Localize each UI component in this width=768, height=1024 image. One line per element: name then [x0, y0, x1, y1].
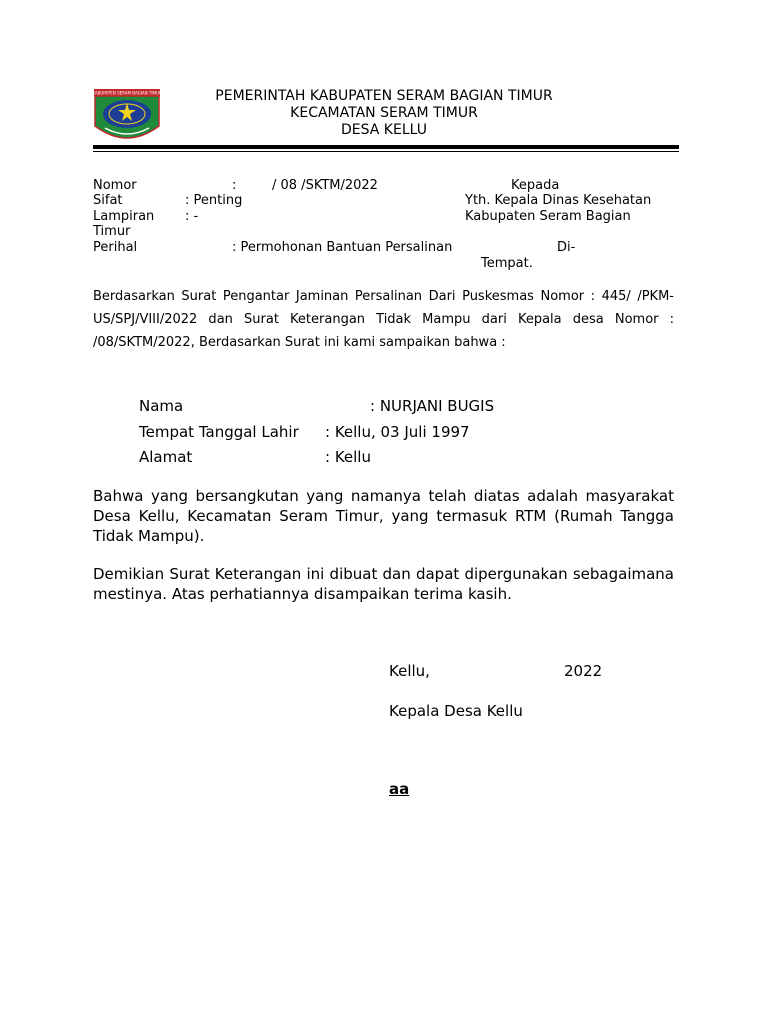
identity-birth-label: Tempat Tanggal Lahir [139, 423, 299, 441]
signature-place: Kellu, [389, 662, 430, 680]
recipient-kepada: Kepada [511, 178, 560, 193]
nomor-colon: : [232, 178, 237, 193]
identity-address-value: : Kellu [325, 448, 371, 466]
nomor-value: / 08 /SKTM/2022 [272, 178, 378, 193]
signature-title: Kepala Desa Kellu [389, 702, 523, 720]
body-paragraph-3: Demikian Surat Keterangan ini dibuat dan dapat dipergunakan sebagaimana mestinya. Atas perhatiannya disampaikan terima kasih. [93, 565, 674, 603]
recipient-tempat: Tempat. [481, 256, 533, 271]
signature-year: 2022 [564, 662, 603, 680]
identity-name-value: : NURJANI BUGIS [370, 397, 495, 415]
recipient-line-2: Kabupaten Seram Bagian [465, 209, 631, 224]
recipient-di: Di- [557, 240, 576, 255]
header-line-2: KECAMATAN SERAM TIMUR [290, 105, 478, 121]
nomor-label: Nomor [93, 178, 137, 193]
body-paragraph-1: Berdasarkan Surat Pengantar Jaminan Persalinan Dari Puskesmas Nomor : 445/ /PKM-US/SPJ/VIII/2022 dan Surat Keterangan Tidak Mampu dari Kepala desa Nomor : /08/SKTM/2022, Berdasarkan Surat ini kami sampaikan bahwa : [93, 289, 674, 350]
header-divider [93, 145, 679, 149]
lampiran-label: Lampiran [93, 209, 155, 224]
header-line-1: PEMERINTAH KABUPATEN SERAM BAGIAN TIMUR [215, 88, 553, 104]
perihal-value: : Permohonan Bantuan Persalinan [232, 240, 453, 255]
recipient-line-1: Yth. Kepala Dinas Kesehatan [465, 193, 652, 208]
header-divider-thin [93, 151, 679, 152]
identity-birth-value: : Kellu, 03 Juli 1997 [325, 423, 470, 441]
svg-text:KABUPATEN SERAM BAGIAN TIMUR: KABUPATEN SERAM BAGIAN TIMUR [93, 90, 161, 96]
identity-name-label: Nama [139, 397, 184, 415]
identity-address-label: Alamat [139, 448, 193, 466]
recipient-line-2-wrap: Timur [93, 224, 131, 239]
body-paragraph-2: Bahwa yang bersangkutan yang namanya telah diatas adalah masyarakat Desa Kellu, Kecamatan Seram Timur, yang termasuk RTM (Rumah Tangga Tidak Mampu). [93, 487, 674, 545]
sifat-value: : Penting [185, 193, 243, 208]
sifat-label: Sifat [93, 193, 123, 208]
signature-name: aa [389, 780, 410, 798]
lampiran-value: : - [185, 209, 199, 224]
perihal-label: Perihal [93, 240, 138, 255]
header-line-3: DESA KELLU [341, 122, 427, 138]
